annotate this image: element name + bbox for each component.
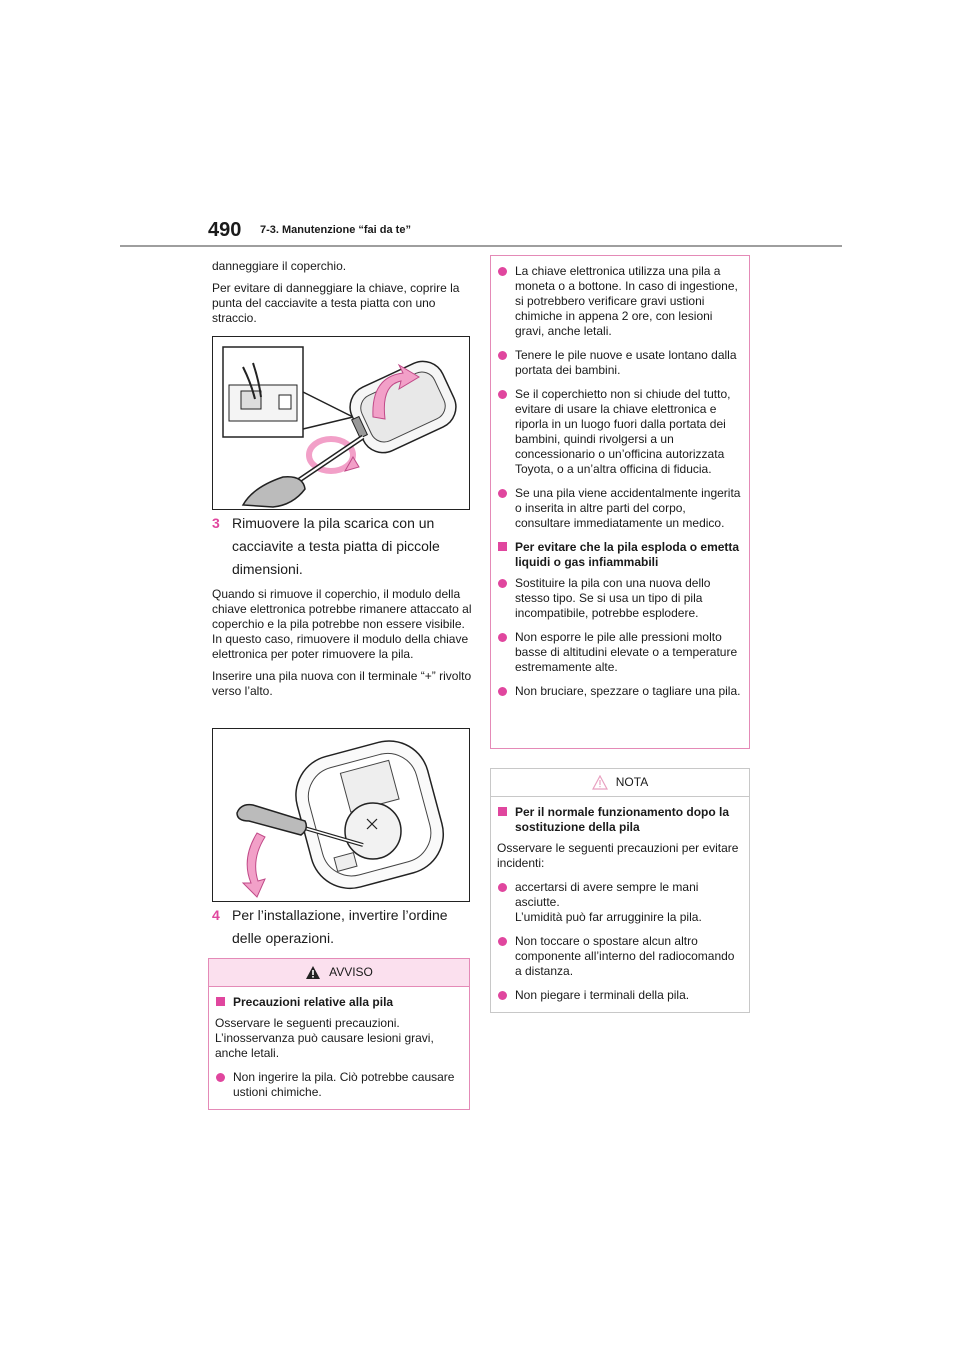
avviso-box — [208, 958, 470, 1110]
nota-bullet-text: Non piegare i terminali della pila. — [515, 988, 690, 1002]
explode-bullet — [497, 630, 743, 675]
avviso-header — [209, 959, 469, 987]
avviso-subhead — [215, 995, 463, 1010]
square-bullet-icon — [498, 807, 507, 816]
intro-paragraph: Per evitare di danneggiare la chiave, coprire la punta del cacciavite a testa piatta con uno straccio. — [212, 281, 460, 325]
explode-bullet — [497, 576, 743, 621]
nota-box — [490, 768, 750, 1013]
figure-remove-battery — [212, 728, 470, 902]
circle-bullet-icon — [498, 991, 507, 1000]
warning-triangle-icon — [305, 965, 321, 980]
nota-subhead — [497, 805, 743, 835]
explode-bullet-text: Non esporre le pile alle pressioni molto basse di altitudini elevate o a temperature estremamente alte. — [515, 630, 738, 674]
warning-bullet-text: Tenere le pile nuove e usate lontano dalla portata dei bambini. — [515, 348, 737, 377]
square-bullet-icon — [216, 997, 225, 1006]
circle-bullet-icon — [498, 351, 507, 360]
body-paragraph: Inserire una pila nuova con il terminale “+” rivolto verso l’alto. — [212, 669, 472, 698]
circle-bullet-icon — [498, 579, 507, 588]
intro-text — [212, 259, 474, 333]
warning-bullet — [497, 264, 743, 339]
square-bullet-icon — [498, 542, 507, 551]
header-divider — [120, 245, 842, 247]
circle-bullet-icon — [498, 687, 507, 696]
explode-bullet-text: Non bruciare, spezzare o tagliare una pila. — [515, 684, 741, 698]
step-number: 3 — [212, 515, 220, 531]
warning-bullet-text: Se una pila viene accidentalmente ingerita o inserita in altre parti del corpo, consultare immediatamente un medico. — [515, 486, 741, 530]
nota-subhead-text: Per il normale funzionamento dopo la sostituzione della pila — [515, 805, 730, 834]
step-3 — [212, 512, 474, 581]
avviso-content — [209, 987, 469, 1100]
caution-triangle-icon — [592, 775, 608, 790]
circle-bullet-icon — [498, 937, 507, 946]
step-text: Per l’installazione, invertire l’ordine delle operazioni. — [232, 907, 448, 946]
body-paragraph: Quando si rimuove il coperchio, il modulo della chiave elettronica potrebbe rimanere attaccato al coperchio e la pila potrebbe non essere visibile. In questo caso, rimuovere il modulo della chiave elettronica per poter rimuovere la pila. — [212, 587, 472, 661]
warning-bullet-text: La chiave elettronica utilizza una pila a moneta o a bottone. In caso di ingestione, si potrebbero verificare gravi ustioni chimiche in appena 2 ore, con lesioni gravi, anche letali. — [515, 264, 738, 338]
nota-intro: Osservare le seguenti precauzioni per evitare incidenti: — [497, 841, 739, 870]
step-text: Rimuovere la pila scarica con un cacciavite a testa piatta di piccole dimensioni. — [232, 515, 440, 577]
avviso-title: AVVISO — [329, 965, 373, 979]
nota-bullet-text: accertarsi di avere sempre le mani asciutte. L’umidità può far arrugginire la pila. — [515, 880, 702, 924]
warning-bullet — [497, 486, 743, 531]
step-4 — [212, 904, 474, 950]
warning-box-continued — [490, 255, 750, 749]
circle-bullet-icon — [498, 883, 507, 892]
circle-bullet-icon — [498, 267, 507, 276]
explode-bullet — [497, 684, 743, 699]
explode-subhead — [497, 540, 743, 570]
explode-bullet-text: Sostituire la pila con una nuova dello stesso tipo. Se si usa un tipo di pila incompatibile, potrebbe esplodere. — [515, 576, 711, 620]
circle-bullet-icon — [498, 489, 507, 498]
warning-bullet-text: Se il coperchietto non si chiude del tutto, evitare di usare la chiave elettronica e riporla in un luogo fuori dalla portata dei bambini, quindi rivolgersi a un concessionario o un’officina autorizzata Toyota, o a un’altra officina di fiducia. — [515, 387, 731, 476]
avviso-intro: Osservare le seguenti precauzioni. L’inosservanza può causare lesioni gravi, anche letali. — [215, 1016, 434, 1060]
avviso-subhead-text: Precauzioni relative alla pila — [233, 995, 394, 1009]
nota-header — [491, 769, 749, 797]
avviso-bullet — [215, 1070, 463, 1100]
nota-bullet — [497, 880, 743, 925]
explode-subhead-text: Per evitare che la pila esploda o emetta liquidi o gas infiammabili — [515, 540, 740, 569]
section-title: 7-3. Manutenzione “fai da te” — [260, 224, 411, 236]
intro-paragraph: danneggiare il coperchio. — [212, 259, 347, 273]
warning-bullet — [497, 387, 743, 477]
nota-bullet — [497, 934, 743, 979]
nota-bullet-text: Non toccare o spostare alcun altro componente all’interno del radiocomando a distanza. — [515, 934, 735, 978]
nota-bullet — [497, 988, 743, 1003]
avviso-bullet-text: Non ingerire la pila. Ciò potrebbe causare ustioni chimiche. — [233, 1070, 455, 1099]
circle-bullet-icon — [216, 1073, 225, 1082]
warning-bullet — [497, 348, 743, 378]
circle-bullet-icon — [498, 390, 507, 399]
nota-title: NOTA — [615, 775, 649, 789]
body-text — [212, 587, 474, 706]
circle-bullet-icon — [498, 633, 507, 642]
nota-content — [491, 797, 749, 1003]
step-number: 4 — [212, 907, 220, 923]
figure-remove-cover — [212, 336, 470, 510]
page-number: 490 — [208, 219, 242, 241]
